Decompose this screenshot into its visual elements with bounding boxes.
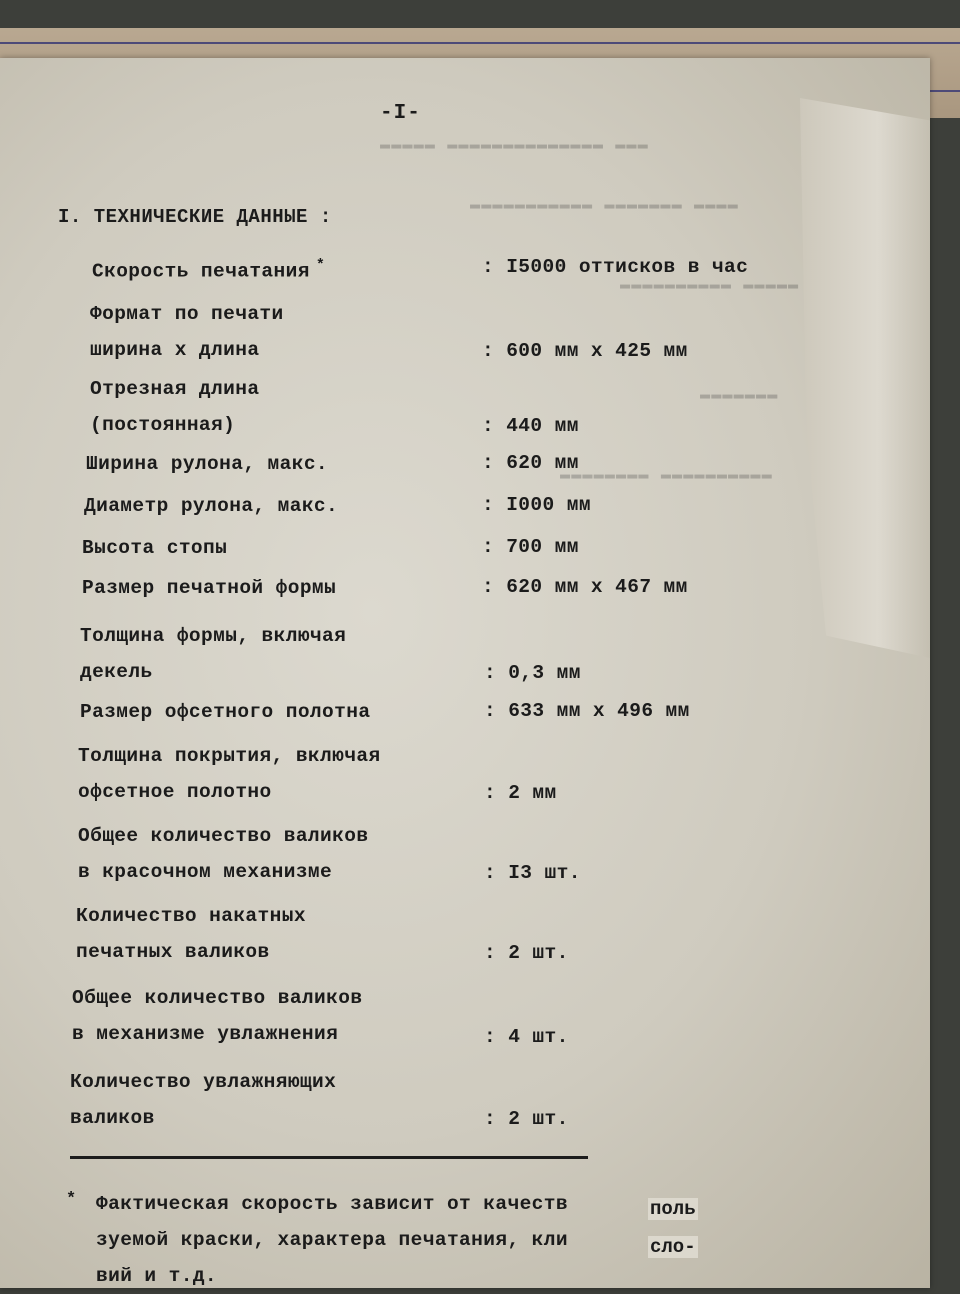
spec-label: Формат по печати [90, 303, 284, 325]
show-through-text: ▬▬▬▬▬ ▬▬▬▬▬▬▬▬▬▬▬▬▬▬ ▬▬▬ [380, 138, 649, 157]
footnote-reference: * [315, 257, 326, 274]
spec-value: : I000 мм [482, 494, 591, 516]
spec-value: : 440 мм [482, 415, 579, 437]
spec-label: Общее количество валиков [78, 825, 369, 847]
section-heading: I. ТЕХНИЧЕСКИЕ ДАННЫЕ : [58, 206, 332, 228]
spec-label: Количество накатных [76, 905, 306, 927]
margin-note: сло- [650, 1236, 696, 1258]
spec-label: Толщина формы, включая [80, 625, 347, 647]
spec-value: : 0,3 мм [484, 662, 581, 684]
spec-label: Толщина покрытия, включая [78, 745, 381, 767]
document-page [0, 58, 930, 1288]
spec-value: : 620 мм [482, 452, 579, 474]
spec-label: декель [80, 661, 153, 683]
footnote-line: Фактическая скорость зависит от качеств [96, 1193, 568, 1215]
spec-label: (постоянная) [90, 414, 236, 436]
spec-value: : I5000 оттисков в час [482, 256, 749, 278]
spec-label: в красочном механизме [78, 861, 333, 883]
spec-label: Отрезная длина [90, 378, 260, 400]
spec-value: : 4 шт. [484, 1026, 569, 1048]
show-through-text: ▬▬▬▬▬▬▬▬▬▬ ▬▬▬▬▬ [620, 278, 800, 297]
spec-label: Диаметр рулона, макс. [84, 495, 339, 517]
spec-label: Ширина рулона, макс. [86, 453, 329, 475]
footnote-line: зуемой краски, характера печатания, кли [96, 1229, 568, 1251]
footnote-divider [70, 1156, 588, 1159]
spec-value: : 600 мм х 425 мм [482, 340, 688, 362]
show-through-text: ▬▬▬▬▬▬▬ [700, 388, 779, 407]
spec-label: в механизме увлажнения [72, 1023, 339, 1045]
show-through-text: ▬▬▬▬▬▬▬▬▬▬▬ ▬▬▬▬▬▬▬ ▬▬▬▬ [470, 198, 739, 217]
page-number: -I- [380, 102, 421, 125]
spec-label: Общее количество валиков [72, 987, 363, 1009]
spec-label: Количество увлажняющих [70, 1071, 337, 1093]
show-through-text: ▬▬▬▬▬▬▬▬ ▬▬▬▬▬▬▬▬▬▬ [560, 468, 773, 487]
footnote-line: вий и т.д. [96, 1265, 218, 1287]
spec-label: Размер печатной формы [82, 577, 337, 599]
spec-value: : 2 шт. [484, 942, 569, 964]
ruled-line [0, 42, 960, 44]
spec-label: Высота стопы [82, 537, 228, 559]
spec-value: : I3 шт. [484, 862, 581, 884]
spec-label-group [92, 248, 325, 290]
spec-value: : 2 мм [484, 782, 557, 804]
spec-value: : 2 шт. [484, 1108, 569, 1130]
spec-label: Скорость печатания [92, 260, 310, 283]
spec-label: печатных валиков [76, 941, 270, 963]
torn-paper-flap [800, 98, 930, 658]
spec-value: : 700 мм [482, 536, 579, 558]
spec-value: : 620 мм х 467 мм [482, 576, 688, 598]
spec-value: : 633 мм х 496 мм [484, 700, 690, 722]
spec-label: Размер офсетного полотна [80, 701, 371, 723]
margin-note: поль [650, 1198, 696, 1220]
spec-label: ширина х длина [90, 339, 260, 361]
footnote-marker: * [66, 1190, 77, 1209]
spec-label: валиков [70, 1107, 155, 1129]
spec-label: офсетное полотно [78, 781, 272, 803]
